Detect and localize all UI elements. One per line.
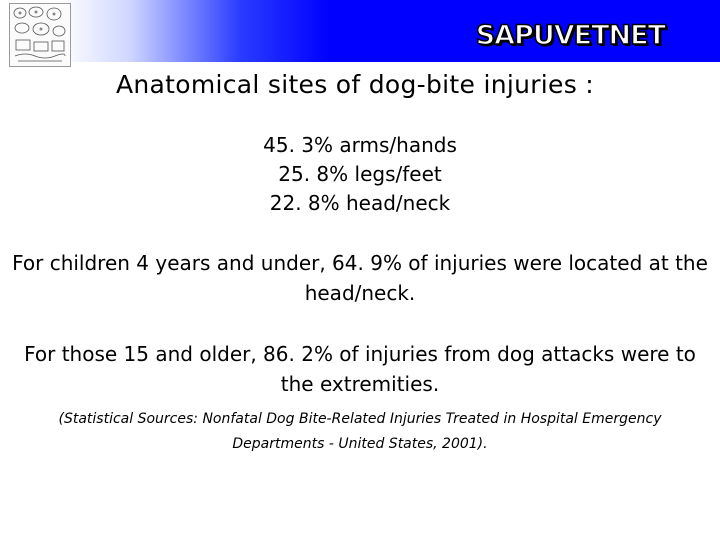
children-paragraph: For children 4 years and under, 64. 9% of injuries were located at the head/neck. — [12, 251, 708, 305]
brand-logo-text: SAPUVETNET — [475, 20, 665, 51]
stats-list — [0, 131, 720, 218]
stat-legs-feet: 25. 8% legs/feet — [278, 162, 442, 186]
page-title — [0, 70, 720, 99]
stat-arms-hands: 45. 3% arms/hands — [263, 133, 457, 157]
page-title-text: Anatomical sites of dog-bite injuries : — [115, 70, 595, 99]
older-paragraph: For those 15 and older, 86. 2% of injuries from dog attacks were to the extremities. — [24, 342, 696, 396]
source-citation: (Statistical Sources: Nonfatal Dog Bite-Related Injuries Treated in Hospital Emergency Departments - United States, 2001). — [58, 411, 662, 452]
stat-head-neck: 22. 8% head/neck — [269, 191, 451, 215]
logo-icon — [9, 3, 71, 67]
